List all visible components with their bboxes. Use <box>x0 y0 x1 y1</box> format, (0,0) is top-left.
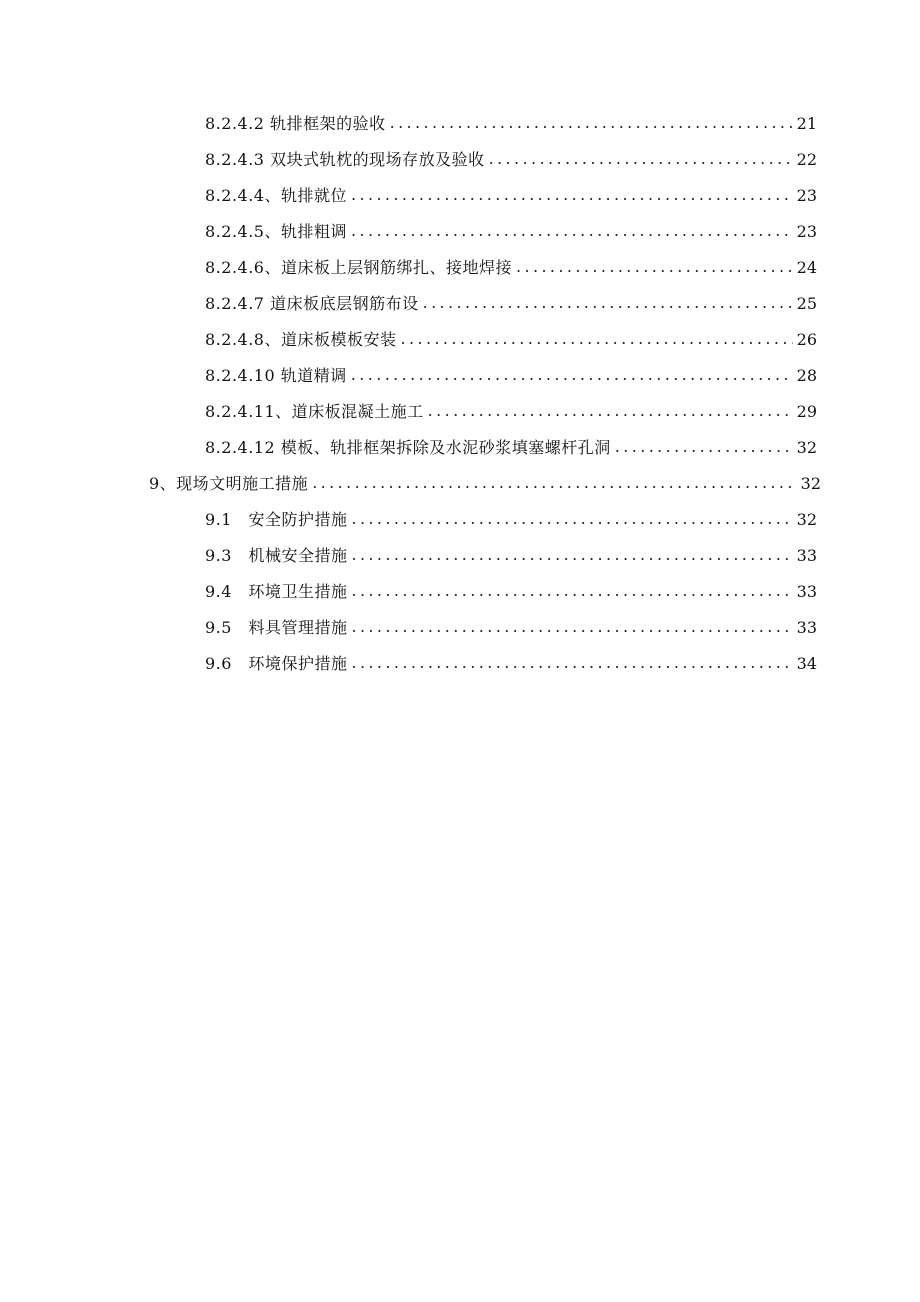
toc-entry-label: 8.2.4.12 模板、轨排框架拆除及水泥砂浆填塞螺杆孔洞 <box>205 438 611 457</box>
toc-page-number: 28 <box>796 366 817 385</box>
toc-dot-leader <box>351 545 792 565</box>
toc-entry-9-4[interactable] <box>0 574 817 610</box>
table-of-contents <box>0 106 920 682</box>
toc-dot-leader <box>312 473 796 493</box>
toc-page-number: 23 <box>796 186 817 205</box>
toc-page-number: 33 <box>796 582 817 601</box>
toc-entry-9-1[interactable] <box>0 502 817 538</box>
toc-entry-label: 8.2.4.10 轨道精调 <box>205 366 347 385</box>
toc-page-number: 25 <box>796 294 817 313</box>
toc-dot-leader <box>351 509 792 529</box>
toc-page-number: 33 <box>796 618 817 637</box>
toc-entry-9-5[interactable] <box>0 610 817 646</box>
toc-entry-label: 8.2.4.11、道床板混凝土施工 <box>205 402 424 421</box>
toc-page-number: 33 <box>796 546 817 565</box>
toc-dot-leader <box>400 329 792 349</box>
toc-entry-8-2-4-3[interactable] <box>0 142 817 178</box>
toc-entry-label: 8.2.4.6、道床板上层钢筋绑扎、接地焊接 <box>205 258 512 277</box>
toc-entry-label: 9.5 料具管理措施 <box>205 618 348 637</box>
toc-entry-label: 9.4 环境卫生措施 <box>205 582 348 601</box>
toc-entry-8-2-4-4[interactable] <box>0 178 817 214</box>
toc-dot-leader <box>489 149 793 169</box>
toc-entry-8-2-4-5[interactable] <box>0 214 817 250</box>
toc-page-number: 29 <box>796 402 817 421</box>
toc-entry-8-2-4-11[interactable] <box>0 394 817 430</box>
toc-page-number: 32 <box>796 438 817 457</box>
toc-entry-8-2-4-6[interactable] <box>0 250 817 286</box>
toc-dot-leader <box>351 221 793 241</box>
toc-page-number: 32 <box>800 474 821 493</box>
toc-entry-label: 9.6 环境保护措施 <box>205 654 348 673</box>
toc-dot-leader <box>351 653 792 673</box>
toc-entry-label: 9.1 安全防护措施 <box>205 510 348 529</box>
toc-page-number: 32 <box>796 510 817 529</box>
toc-entry-label: 9、现场文明施工措施 <box>149 474 309 493</box>
toc-entry-8-2-4-7[interactable] <box>0 286 817 322</box>
toc-entry-8-2-4-8[interactable] <box>0 322 817 358</box>
toc-dot-leader <box>516 257 793 277</box>
toc-entry-label: 8.2.4.8、道床板模板安装 <box>205 330 397 349</box>
toc-dot-leader <box>423 293 793 313</box>
toc-entry-8-2-4-2[interactable] <box>0 106 817 142</box>
toc-entry-8-2-4-10[interactable] <box>0 358 817 394</box>
toc-page-number: 24 <box>796 258 817 277</box>
toc-entry-8-2-4-12[interactable] <box>0 430 817 466</box>
toc-dot-leader <box>390 113 793 133</box>
toc-dot-leader <box>351 185 793 205</box>
toc-entry-label: 9.3 机械安全措施 <box>205 546 348 565</box>
toc-dot-leader <box>351 365 793 385</box>
toc-dot-leader <box>428 401 793 421</box>
toc-dot-leader <box>615 437 793 457</box>
toc-entry-label: 8.2.4.3 双块式轨枕的现场存放及验收 <box>205 150 485 169</box>
toc-page-number: 23 <box>796 222 817 241</box>
toc-entry-label: 8.2.4.4、轨排就位 <box>205 186 347 205</box>
toc-page-number: 21 <box>796 114 817 133</box>
toc-entry-label: 8.2.4.7 道床板底层钢筋布设 <box>205 294 419 313</box>
toc-entry-label: 8.2.4.2 轨排框架的验收 <box>205 114 386 133</box>
toc-entry-9-3[interactable] <box>0 538 817 574</box>
toc-entry-label: 8.2.4.5、轨排粗调 <box>205 222 347 241</box>
toc-dot-leader <box>351 617 792 637</box>
toc-page-number: 34 <box>796 654 817 673</box>
toc-entry-9-6[interactable] <box>0 646 817 682</box>
toc-page-number: 22 <box>796 150 817 169</box>
toc-dot-leader <box>351 581 792 601</box>
toc-entry-9[interactable] <box>0 466 821 502</box>
toc-page-number: 26 <box>796 330 817 349</box>
